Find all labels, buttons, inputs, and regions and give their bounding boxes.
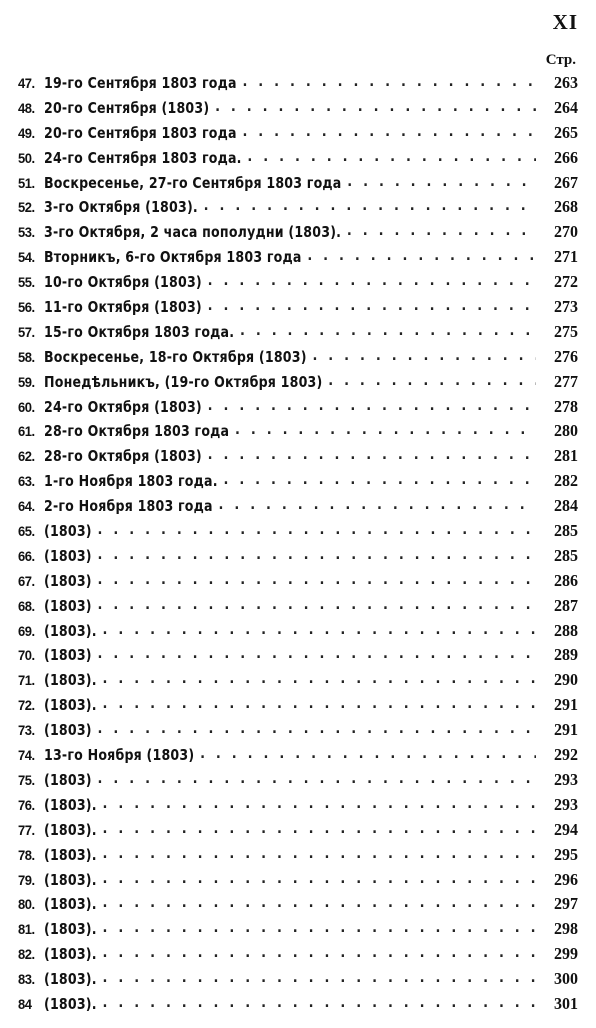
toc-entry xyxy=(18,420,578,446)
entry-title: (1803). xyxy=(44,623,97,640)
entry-number: 67. xyxy=(18,573,35,590)
entry-title: (1803). xyxy=(44,697,97,715)
entry-number: 65. xyxy=(18,523,35,540)
entry-page: 290 xyxy=(554,671,578,690)
entry-number: 60. xyxy=(18,399,35,415)
entry-number: 66. xyxy=(18,548,35,565)
entry-page: 273 xyxy=(554,298,578,317)
entry-title: Вторникъ, 6-го Октября 1803 года xyxy=(44,249,302,267)
dot-leader xyxy=(206,295,536,319)
entry-page: 300 xyxy=(554,970,578,989)
entry-number: 47. xyxy=(18,75,35,92)
dot-leader xyxy=(241,71,536,95)
entry-page: 285 xyxy=(554,522,578,541)
toc-entry xyxy=(18,246,578,272)
toc-entry xyxy=(18,470,578,496)
toc-entry xyxy=(18,96,578,122)
entry-page: 281 xyxy=(554,447,578,466)
entry-number: 50. xyxy=(18,150,35,166)
dot-leader xyxy=(213,96,536,120)
entry-page: 275 xyxy=(554,323,578,342)
entry-number: 55. xyxy=(18,274,35,291)
entry-title: 20-го Сентября (1803) xyxy=(44,100,210,118)
entry-title: 28-го Октября 1803 года xyxy=(44,424,230,441)
dot-leader xyxy=(96,544,536,568)
entry-number: 77. xyxy=(18,822,35,839)
entry-number: 71. xyxy=(18,672,35,689)
entry-number: 64. xyxy=(18,498,35,515)
toc-entry xyxy=(18,868,578,894)
dot-leader xyxy=(217,495,536,519)
toc-entry xyxy=(18,171,578,197)
entry-page: 278 xyxy=(554,398,578,416)
entry-title: (1803). xyxy=(44,672,97,690)
toc-entry xyxy=(18,495,578,521)
entry-title: 13-го Ноября (1803) xyxy=(44,747,195,765)
entry-title: 2-го Ноября 1803 года xyxy=(44,498,213,516)
dot-leader xyxy=(306,246,536,270)
entry-title: 1-го Ноября 1803 года. xyxy=(44,473,218,491)
dot-leader xyxy=(101,843,536,867)
entry-number: 74. xyxy=(18,747,35,764)
entry-number: 52. xyxy=(18,200,35,216)
toc-entry xyxy=(18,793,578,819)
entry-page: 289 xyxy=(554,647,578,665)
toc-entry xyxy=(18,370,578,396)
entry-title: (1803). xyxy=(44,971,97,989)
dot-leader xyxy=(233,420,536,444)
entry-number: 56. xyxy=(18,299,35,316)
table-of-contents xyxy=(18,72,578,1018)
dot-leader xyxy=(101,619,536,643)
entry-title: 3-го Октября (1803). xyxy=(44,200,198,217)
toc-entry xyxy=(18,320,578,346)
entry-number: 63. xyxy=(18,473,35,490)
entry-title: (1803). xyxy=(44,872,97,889)
entry-number: 68. xyxy=(18,598,35,615)
toc-entry xyxy=(18,345,578,371)
toc-entry xyxy=(18,271,578,297)
dot-leader xyxy=(206,271,536,295)
entry-number: 48. xyxy=(18,100,35,117)
entry-title: (1803) xyxy=(44,573,92,591)
dot-leader xyxy=(238,320,536,344)
toc-entry xyxy=(18,395,578,421)
dot-leader xyxy=(246,146,536,170)
entry-number: 69. xyxy=(18,623,35,639)
dot-leader xyxy=(101,818,536,842)
dot-leader xyxy=(96,768,536,792)
entry-number: 79. xyxy=(18,872,35,888)
entry-title: (1803) xyxy=(44,523,92,541)
toc-entry xyxy=(18,719,578,745)
entry-number: 72. xyxy=(18,697,35,714)
dot-leader xyxy=(345,221,536,245)
entry-page: 291 xyxy=(554,696,578,715)
entry-page: 288 xyxy=(554,622,578,640)
entry-title: 10-го Октября (1803) xyxy=(44,274,202,292)
toc-entry xyxy=(18,918,578,944)
entry-number: 76. xyxy=(18,797,35,814)
entry-title: 20-го Сентября 1803 года xyxy=(44,125,237,143)
entry-title: (1803). xyxy=(44,847,97,864)
entry-page: 296 xyxy=(554,871,578,889)
entry-number: 57. xyxy=(18,324,35,341)
dot-leader xyxy=(206,445,536,469)
toc-entry xyxy=(18,619,578,645)
entry-page: 265 xyxy=(554,124,578,143)
toc-entry xyxy=(18,519,578,545)
dot-leader xyxy=(96,719,536,743)
entry-page: 293 xyxy=(554,771,578,790)
entry-title: 11-го Октября (1803) xyxy=(44,299,202,317)
dot-leader xyxy=(101,893,536,917)
dot-leader xyxy=(96,519,536,543)
dot-leader xyxy=(96,594,536,618)
entry-page: 272 xyxy=(554,273,578,292)
entry-number: 58. xyxy=(18,349,35,366)
dot-leader xyxy=(101,943,536,967)
toc-entry xyxy=(18,669,578,695)
entry-page: 280 xyxy=(554,422,578,441)
entry-title: (1803). xyxy=(44,996,97,1014)
dot-leader xyxy=(198,743,536,767)
entry-page: 295 xyxy=(554,846,578,864)
entry-title: (1803) xyxy=(44,772,92,790)
toc-entry xyxy=(18,694,578,720)
entry-page: 297 xyxy=(554,895,578,914)
entry-title: (1803). xyxy=(44,822,97,840)
toc-entry xyxy=(18,644,578,670)
toc-entry xyxy=(18,221,578,247)
dot-leader xyxy=(311,345,536,369)
entry-title: (1803). xyxy=(44,921,97,939)
entry-title: (1803) xyxy=(44,548,92,566)
entry-page: 282 xyxy=(554,472,578,491)
entry-title: 24-го Октября (1803) xyxy=(44,399,202,416)
entry-title: (1803). xyxy=(44,896,97,914)
entry-title: Воскресенье, 27-го Сентября 1803 года xyxy=(44,175,342,192)
entry-page: 285 xyxy=(554,547,578,566)
entry-page: 301 xyxy=(554,995,578,1014)
entry-page: 286 xyxy=(554,572,578,591)
entry-page: 263 xyxy=(554,74,578,93)
entry-title: Понедѣльникъ, (19-го Октября 1803) xyxy=(44,374,323,392)
entry-number: 84 xyxy=(18,996,32,1013)
dot-leader xyxy=(101,694,536,718)
dot-leader xyxy=(346,171,537,195)
entry-number: 53. xyxy=(18,224,35,241)
entry-title: (1803). xyxy=(44,797,97,815)
entry-title: (1803) xyxy=(44,648,92,665)
toc-entry xyxy=(18,121,578,147)
entry-number: 54. xyxy=(18,249,35,266)
toc-entry xyxy=(18,445,578,471)
entry-number: 61. xyxy=(18,424,35,440)
entry-number: 51. xyxy=(18,175,35,191)
dot-leader xyxy=(101,868,536,892)
toc-entry xyxy=(18,544,578,570)
entry-number: 81. xyxy=(18,921,35,938)
entry-number: 83. xyxy=(18,971,35,988)
entry-page: 270 xyxy=(554,223,578,242)
entry-page: 266 xyxy=(554,149,578,168)
toc-entry xyxy=(18,943,578,969)
dot-leader xyxy=(222,470,536,494)
dot-leader xyxy=(241,121,536,145)
entry-title: Воскресенье, 18-го Октября (1803) xyxy=(44,349,307,367)
toc-entry xyxy=(18,295,578,321)
entry-number: 80. xyxy=(18,896,35,913)
toc-entry xyxy=(18,818,578,844)
toc-entry xyxy=(18,743,578,769)
toc-entry xyxy=(18,146,578,172)
entry-page: 267 xyxy=(554,174,578,192)
page-number: XI xyxy=(552,10,578,34)
entry-page: 276 xyxy=(554,348,578,367)
entry-title: 15-го Октября 1803 года. xyxy=(44,324,235,342)
entry-page: 277 xyxy=(554,373,578,392)
toc-entry xyxy=(18,967,578,993)
entry-page: 271 xyxy=(554,248,578,267)
toc-entry xyxy=(18,71,578,97)
toc-entry xyxy=(18,893,578,919)
entry-title: 3-го Октября, 2 часа пополудни (1803). xyxy=(44,224,342,242)
entry-page: 291 xyxy=(554,721,578,740)
entry-number: 78. xyxy=(18,847,35,863)
entry-number: 82. xyxy=(18,946,35,963)
entry-page: 293 xyxy=(554,796,578,815)
dot-leader xyxy=(206,395,536,419)
toc-entry xyxy=(18,843,578,869)
entry-title: (1803). xyxy=(44,946,97,964)
dot-leader xyxy=(96,644,536,668)
entry-page: 284 xyxy=(554,497,578,516)
entry-number: 75. xyxy=(18,772,35,789)
toc-entry xyxy=(18,992,578,1018)
dot-leader xyxy=(326,370,536,394)
dot-leader xyxy=(202,196,536,220)
dot-leader xyxy=(96,569,536,593)
entry-page: 298 xyxy=(554,920,578,939)
entry-title: (1803) xyxy=(44,598,92,616)
entry-page: 294 xyxy=(554,821,578,840)
entry-page: 264 xyxy=(554,99,578,118)
entry-number: 70. xyxy=(18,648,35,664)
entry-page: 287 xyxy=(554,597,578,616)
toc-entry xyxy=(18,196,578,222)
entry-number: 73. xyxy=(18,722,35,739)
entry-page: 292 xyxy=(554,746,578,765)
entry-page: 268 xyxy=(554,198,578,217)
entry-number: 49. xyxy=(18,125,35,142)
dot-leader xyxy=(101,992,536,1016)
entry-number: 59. xyxy=(18,374,35,391)
entry-title: 19-го Сентября 1803 года xyxy=(44,75,237,93)
page-column-label: Стр. xyxy=(545,52,576,68)
toc-entry xyxy=(18,768,578,794)
dot-leader xyxy=(101,918,536,942)
entry-title: 28-го Октября (1803) xyxy=(44,448,202,466)
dot-leader xyxy=(101,793,536,817)
entry-title: 24-го Сентября 1803 года. xyxy=(44,150,242,168)
toc-entry xyxy=(18,594,578,620)
entry-page: 299 xyxy=(554,945,578,964)
dot-leader xyxy=(101,669,536,693)
entry-number: 62. xyxy=(18,448,35,465)
entry-title: (1803) xyxy=(44,722,92,740)
toc-entry xyxy=(18,569,578,595)
dot-leader xyxy=(101,967,536,991)
